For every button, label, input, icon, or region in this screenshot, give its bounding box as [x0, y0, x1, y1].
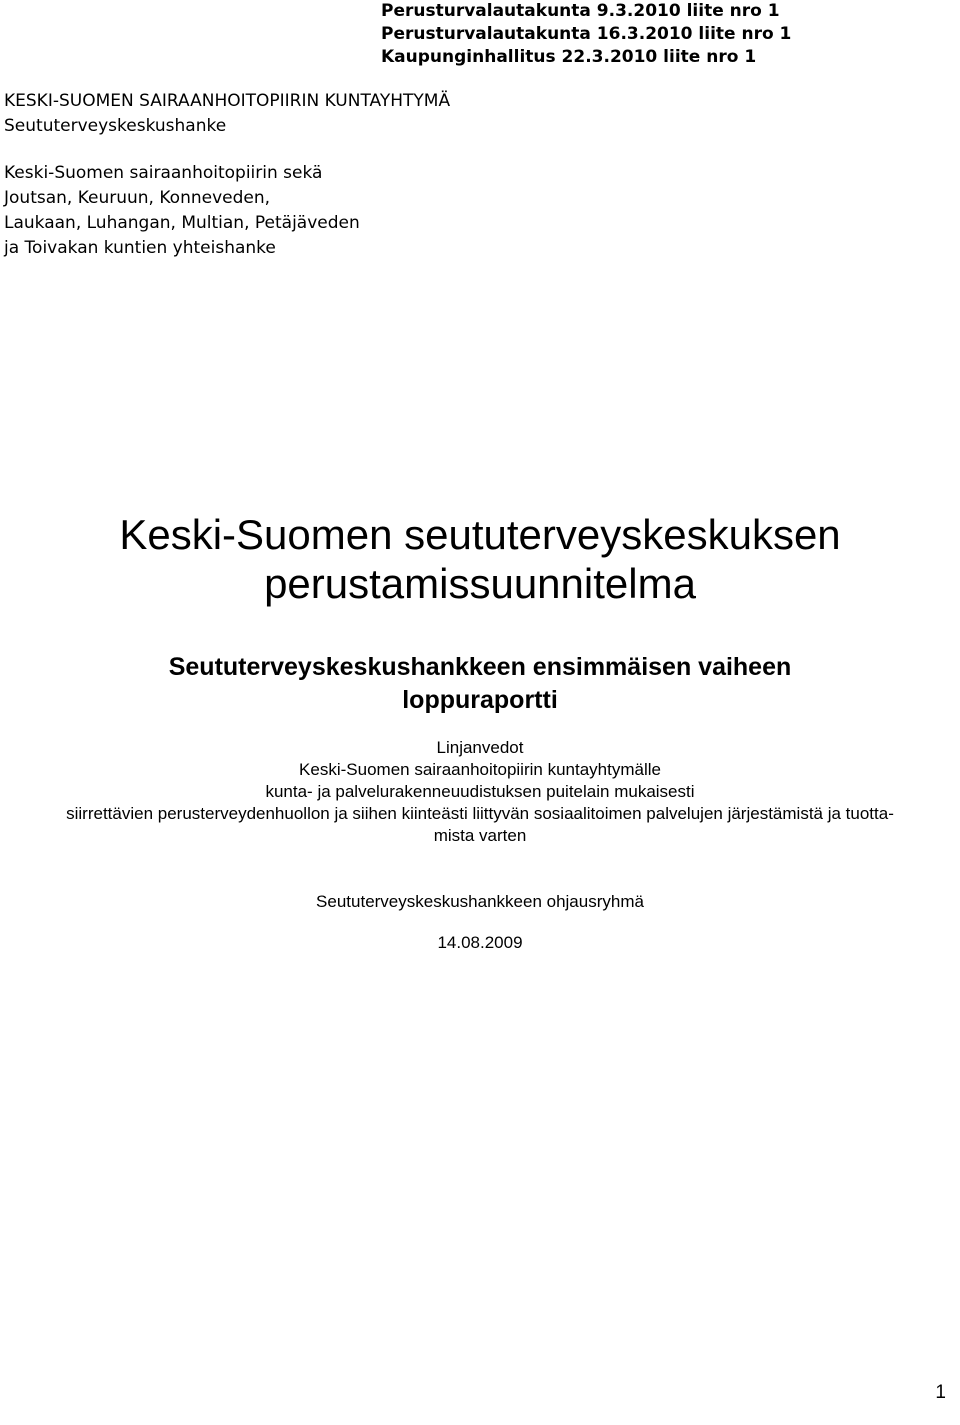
document-title — [0, 510, 960, 608]
title-line: Keski-Suomen seututerveyskeskuksen — [119, 511, 841, 558]
document-date: 14.08.2009 — [437, 933, 523, 952]
description-line: siirrettävien perusterveydenhuollon ja siihen kiinteästi liittyvän sosiaalitoimen palvelujen järjestämistä ja tuotta- — [66, 804, 894, 823]
partners-line: Keski-Suomen sairaanhoitopiirin sekä — [4, 163, 323, 183]
document-subtitle — [0, 651, 960, 717]
partners-line: Joutsan, Keuruun, Konneveden, — [4, 188, 271, 208]
description-line: mista varten — [433, 826, 527, 845]
description-line: Keski-Suomen sairaanhoitopiirin kuntayhtymälle — [299, 760, 661, 779]
approval-line: Perusturvalautakunta 9.3.2010 liite nro 1 — [381, 1, 780, 21]
organization-block — [4, 89, 450, 139]
description-line: Linjanvedot — [436, 738, 524, 757]
document-description — [0, 737, 960, 847]
subtitle-line: Seututerveyskeskushankkeen ensimmäisen vaiheen — [168, 653, 792, 681]
partners-line: ja Toivakan kuntien yhteishanke — [4, 238, 276, 258]
approval-line: Kaupunginhallitus 22.3.2010 liite nro 1 — [381, 47, 757, 67]
approval-line: Perusturvalautakunta 16.3.2010 liite nro 1 — [381, 24, 792, 44]
partners-line: Laukaan, Luhangan, Multian, Petäjäveden — [4, 213, 360, 233]
organization-name: KESKI-SUOMEN SAIRAANHOITOPIIRIN KUNTAYHTYMÄ — [4, 91, 451, 111]
approval-stamps — [381, 0, 791, 69]
project-name: Seututerveyskeskushanke — [4, 116, 227, 136]
subtitle-line: loppuraportti — [402, 686, 558, 714]
document-author: Seututerveyskeskushankkeen ohjausryhmä — [316, 892, 644, 911]
partners-block — [4, 161, 360, 261]
description-line: kunta- ja palvelurakenneuudistuksen puitelain mukaisesti — [265, 782, 695, 801]
page-number: 1 — [935, 1382, 946, 1403]
title-line: perustamissuunnitelma — [264, 560, 696, 607]
